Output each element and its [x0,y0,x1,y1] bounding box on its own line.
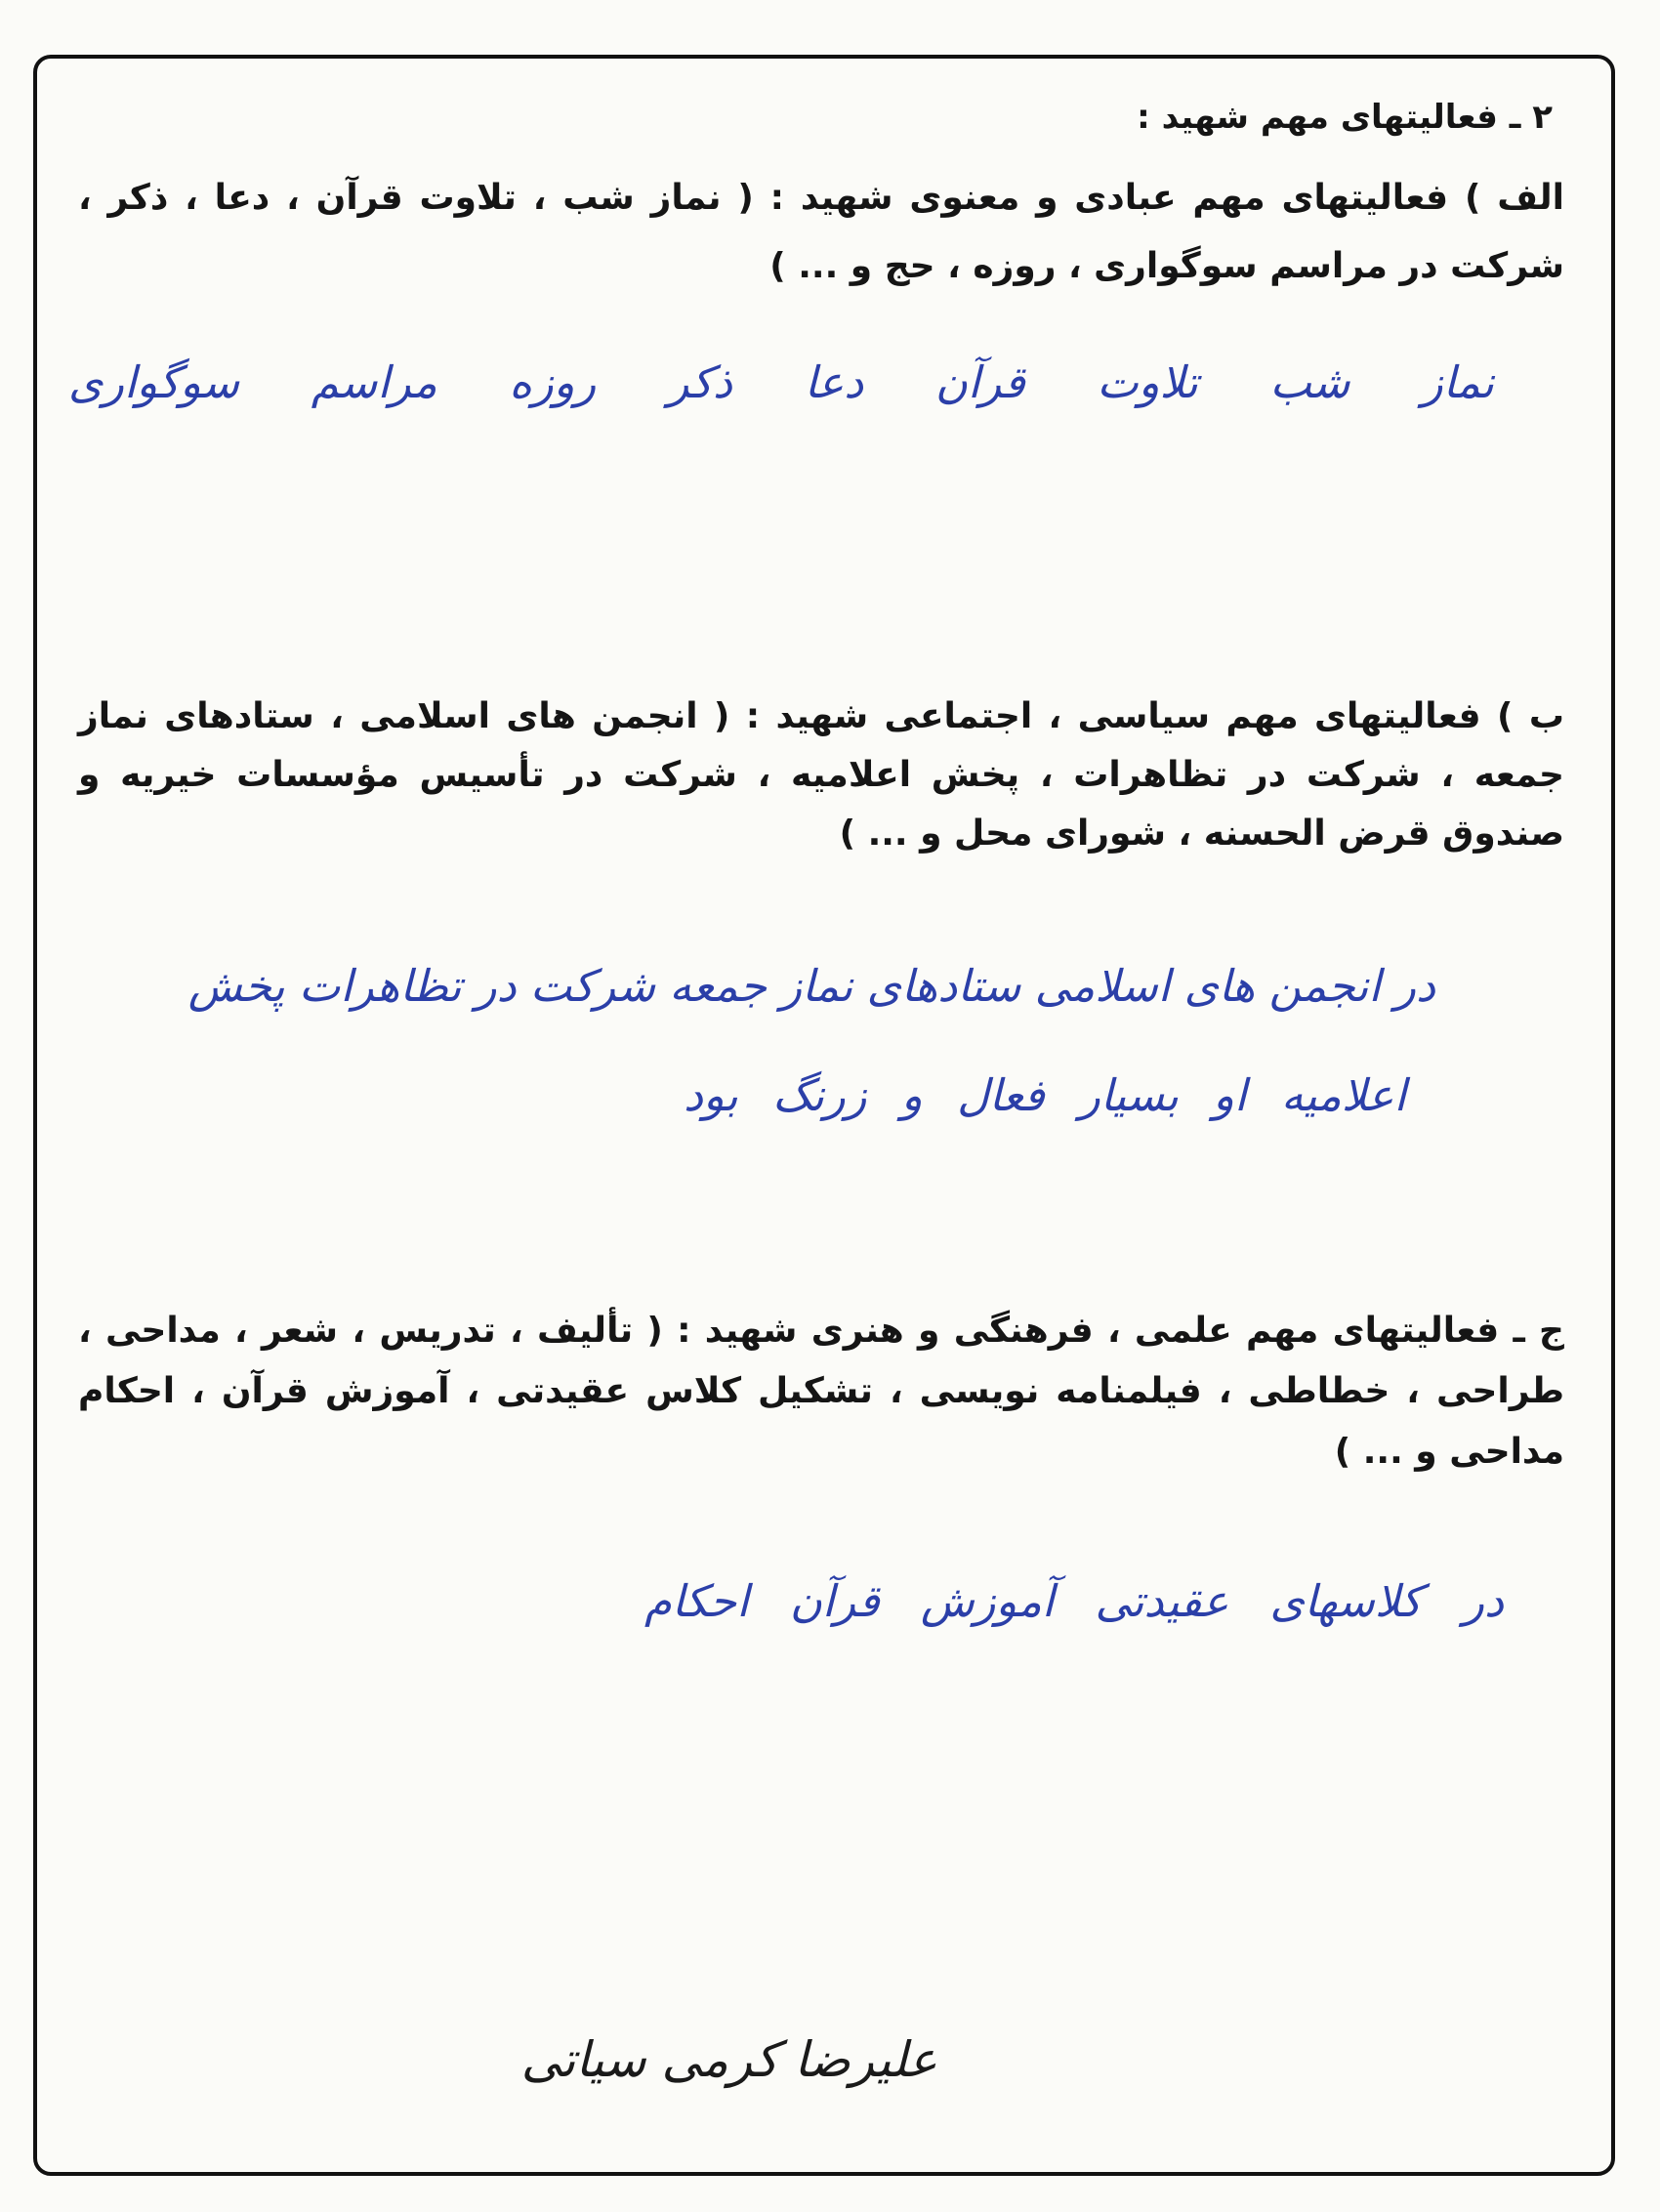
section-a-printed: الف ) فعالیتهای مهم عبادی و معنوی شهید : ( نماز شب ، تلاوت قرآن ، دعا ، ذکر ، شرکت در مراسم سوگواری ، روزه ، حج و ... ) [78,178,1564,286]
section-b-answer-line-2: اعلامیه او بسیار فعال و زرنگ بود [684,1069,1406,1121]
section-c-answer: در کلاسهای عقیدتی آموزش قرآن احکام [644,1575,1504,1627]
section-c-printed: ج ـ فعالیتهای مهم علمی ، فرهنگی و هنری شهید : ( تألیف ، تدریس ، شعر ، مداحی ، طراحی ، خطاطی ، فیلمنامه نویسی ، تشکیل کلاس عقیدتی ، آموزش قرآن ، احکام مداحی و ... ) [78,1311,1564,1472]
section-b-printed: ب ) فعالیتهای مهم سیاسی ، اجتماعی شهید : ( انجمن های اسلامی ، ستادهای نماز جمعه ، شرکت در تظاهرات ، پخش اعلامیه ، شرکت در تأسیس مؤسسات خیریه و صندوق قرض الحسنه ، شورای محل و ... ) [78,696,1564,854]
section-a-answer: نماز شب تلاوت قرآن دعا ذکر روزه مراسم سوگواری [68,356,1494,408]
signature: علیرضا کرمی سیاتی [520,2031,937,2088]
section-b-answer-line-1: در انجمن های اسلامی ستادهای نماز جمعه شرکت در تظاهرات پخش [187,960,1435,1012]
section-heading: ۲ ـ فعالیتهای مهم شهید : [1137,98,1553,137]
